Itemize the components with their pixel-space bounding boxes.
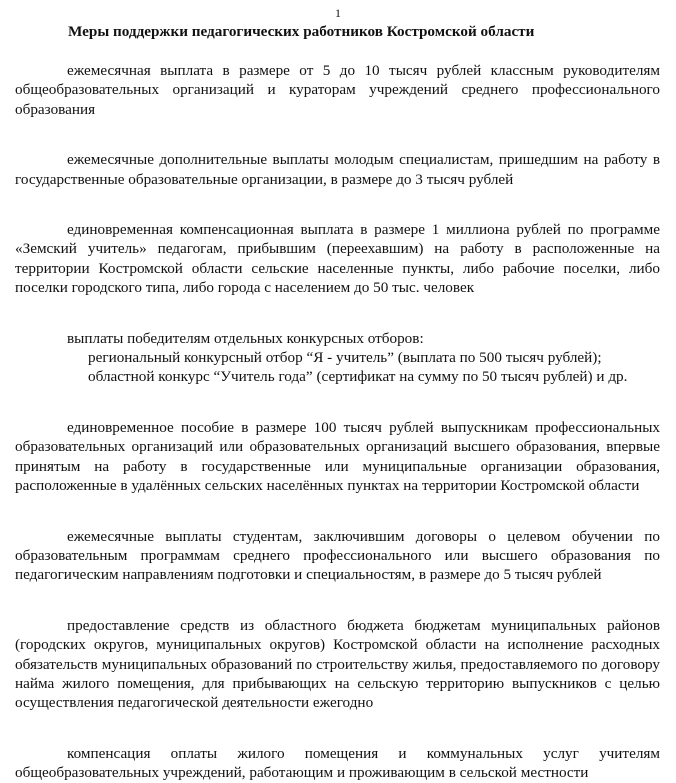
- measure-zemsky-teacher-compensation: единовременная компенсационная выплата в размере 1 миллиона рублей по программе «Земский учитель» педагогам, прибывшим (переехавшим) на работу в расположенные на территории Костромской области сельские населенные пункты, либо рабочие поселки, либо поселки городского типа, либо города с населением до 50 тыс. человек: [15, 221, 660, 297]
- measure-housing-utilities-compensation: компенсация оплаты жилого помещения и коммунальных услуг учителям общеобразовательных учреждений, работающим и проживающим в сельской местности: [15, 744, 660, 782]
- measure-housing-construction-funding: предоставление средств из областного бюджета бюджетам муниципальных районов (городских округов, муниципальных округов) Костромской области на исполнение расходных обязательств муниципальных образований по строительству жилья, предоставляемого по договору найма жилого помещения, для прибывающих на сельскую территорию выпускников с целью осуществления педагогической деятельности ежегодно: [15, 616, 660, 712]
- measure-class-teacher-payment: ежемесячная выплата в размере от 5 до 10 тысяч рублей классным руководителям общеобразовательных организаций и кураторам учреждений среднего профессионального образования: [15, 62, 660, 118]
- measure-student-payments: ежемесячные выплаты студентам, заключившим договоры о целевом обучении по образовательным программам среднего профессионального или высшего образования по педагогическим направлениям подготовки и специальностям, в размере до 5 тысяч рублей: [15, 527, 660, 584]
- contest-item-uchitel-goda: областной конкурс “Учитель года” (сертификат на сумму по 50 тысяч рублей) и др.: [88, 368, 628, 386]
- measure-young-specialists-payment: ежемесячные дополнительные выплаты молодым специалистам, пришедшим на работу в государственные образовательные организации, в размере до 3 тысяч рублей: [15, 151, 660, 188]
- page-number: 1: [335, 6, 341, 20]
- measures-list: [15, 61, 660, 783]
- measure-graduate-allowance: единовременное пособие в размере 100 тысяч рублей выпускникам профессиональных образовательных организаций или образовательных организаций высшего образования, впервые принятым на работу в государственные или муниципальные организации образования, расположенные в удалённых сельских населённых пунктах на территории Костромской области: [15, 418, 660, 495]
- contest-heading: выплаты победителям отдельных конкурсных отборов:: [67, 329, 424, 347]
- document-title: Меры поддержки педагогических работников Костромской области: [68, 23, 535, 40]
- contest-item-ya-uchitel: региональный конкурсный отбор “Я - учитель” (выплата по 500 тысяч рублей);: [88, 349, 602, 367]
- measure-contest-payments: [15, 329, 660, 387]
